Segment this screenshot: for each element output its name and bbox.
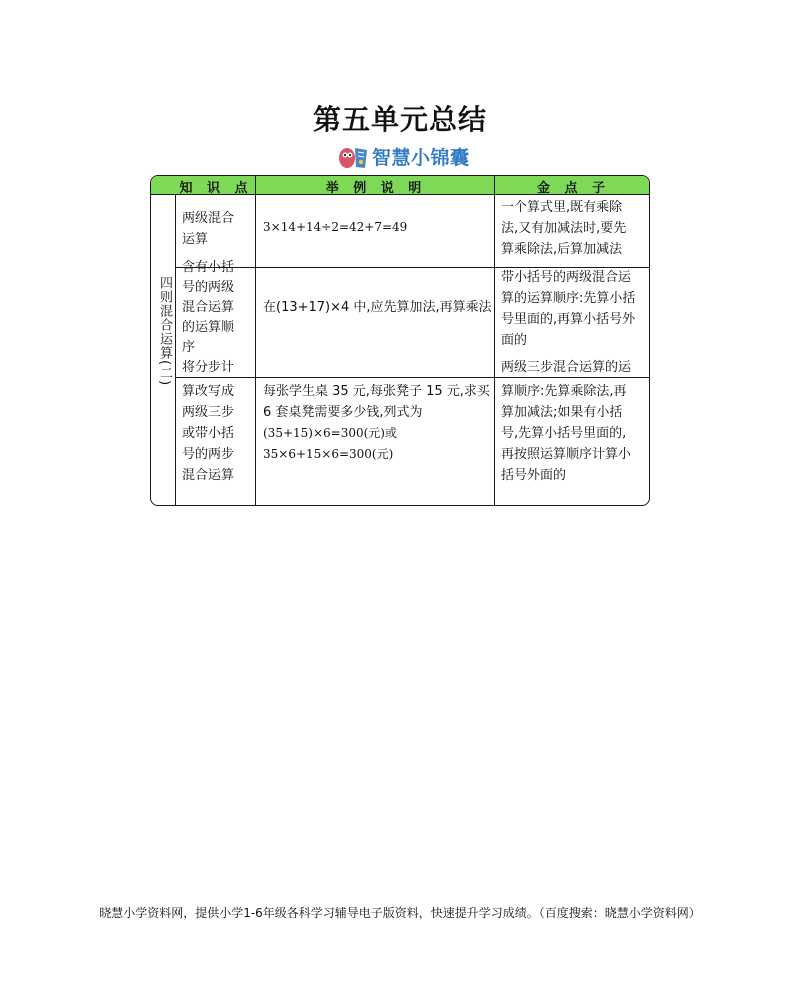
divider xyxy=(494,176,495,506)
subtitle: 智慧小锦囊 xyxy=(372,146,470,169)
header-example: 举 例 说 明 xyxy=(325,181,427,196)
row2-example: 在(13+17)×4 中,应先算加法,再算乘法 xyxy=(263,300,492,315)
divider xyxy=(175,195,176,506)
row1-tip: 一个算式里,既有乘除 法,又有加减法时,要先 算乘除法,后算加减法 xyxy=(501,200,627,257)
page-title: 第五单元总结 xyxy=(312,103,487,136)
summary-table xyxy=(150,175,650,506)
header-tips: 金 点 子 xyxy=(536,181,611,196)
subtitle-banner xyxy=(336,140,470,172)
footer-note: 晓慧小学资料网，提供小学1-6年级各科学习辅导电子版资料，快速提升学习成绩。（百度搜索：晓慧小学资料网） xyxy=(99,906,701,920)
row2-tip: 带小括号的两级混合运 算的运算顺序:先算小括 号里面的,再算小括号外 面的 两级三步混合运算的运 xyxy=(501,270,636,375)
table-header xyxy=(151,176,649,195)
mascot-icon xyxy=(336,141,370,171)
divider xyxy=(255,176,256,506)
row3-example: 每张学生桌 35 元,每张凳子 15 元,求买 6 套桌凳需要多少钱,列式为 (35+15)×6=300(元)或 35×6+15×6=300(元) xyxy=(263,384,490,461)
row3-point: 算改写成 两级三步 或带小括 号的两步 混合运算 xyxy=(182,384,235,483)
row3-tip: 算顺序:先算乘除法,再 算加减法;如果有小括 号,先算小括号里面的, 再按照运算顺序计算小 括号外面的 xyxy=(501,384,632,483)
header-knowledge: 知 识 点 xyxy=(179,181,253,196)
row1-point: 两级混合 运算 xyxy=(182,211,235,247)
row1-example: 3×14+14÷2=42+7=49 xyxy=(263,220,408,234)
category-label: 四则混合运算(二) xyxy=(157,276,172,387)
row2-point: 含有小括 号的两级 混合运算 的运算顺 序 将分步计 xyxy=(182,260,235,375)
